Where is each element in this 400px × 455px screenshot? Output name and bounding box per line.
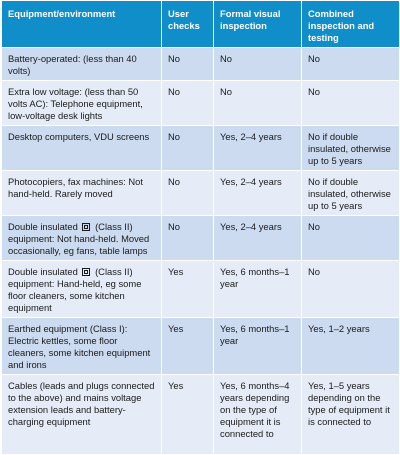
cell-equipment <box>2 216 162 261</box>
cell-combined: No <box>302 48 400 81</box>
equipment-suffix: (Class II) equipment: Hand-held, eg some floor cleaners, some kitchen equipment <box>8 266 142 313</box>
header-row <box>2 1 400 48</box>
cell-user-checks: Yes <box>162 318 214 375</box>
cell-equipment: Earthed equipment (Class I): Electric kettles, some floor cleaners, some kitchen equipment and irons <box>2 318 162 375</box>
cell-equipment: Photocopiers, fax machines: Not hand-held. Rarely moved <box>2 171 162 216</box>
cell-user-checks: No <box>162 48 214 81</box>
double-square-icon <box>82 268 90 276</box>
table-row <box>2 81 400 126</box>
cell-combined: No <box>302 216 400 261</box>
table-row <box>2 48 400 81</box>
equipment-prefix: Double insulated <box>8 266 78 277</box>
equipment-suffix: (Class II) equipment: Not hand-held. Moved occasionally, eg fans, table lamps <box>8 221 150 256</box>
cell-formal-visual: Yes, 6 months–1 year <box>214 318 302 375</box>
cell-formal-visual: No <box>214 81 302 126</box>
cell-user-checks: Yes <box>162 375 214 455</box>
cell-equipment <box>2 261 162 318</box>
cell-formal-visual: Yes, 2–4 years <box>214 126 302 171</box>
cell-user-checks: No <box>162 126 214 171</box>
cell-formal-visual: Yes, 2–4 years <box>214 171 302 216</box>
cell-user-checks: No <box>162 216 214 261</box>
cell-combined: Yes, 1–2 years <box>302 318 400 375</box>
table-row <box>2 375 400 455</box>
cell-equipment: Extra low voltage: (less than 50 volts AC): Telephone equipment, low-voltage desk lights <box>2 81 162 126</box>
cell-equipment: Battery-operated: (less than 40 volts) <box>2 48 162 81</box>
double-square-icon <box>82 223 90 231</box>
cell-formal-visual: Yes, 6 months–4 years depending on the type of equipment it is connected to <box>214 375 302 455</box>
cell-equipment: Desktop computers, VDU screens <box>2 126 162 171</box>
cell-combined: No if double insulated, otherwise up to 5 years <box>302 126 400 171</box>
header-combined: Combined inspection and testing <box>302 1 400 48</box>
inspection-table <box>1 0 400 455</box>
equipment-prefix: Double insulated <box>8 221 78 232</box>
cell-formal-visual: Yes, 6 months–1 year <box>214 261 302 318</box>
header-formal-visual: Formal visual inspection <box>214 1 302 48</box>
cell-formal-visual: No <box>214 48 302 81</box>
cell-formal-visual: Yes, 2–4 years <box>214 216 302 261</box>
cell-user-checks: No <box>162 81 214 126</box>
table-row <box>2 126 400 171</box>
header-equipment: Equipment/environment <box>2 1 162 48</box>
table-row <box>2 261 400 318</box>
cell-combined: No <box>302 81 400 126</box>
table-row <box>2 318 400 375</box>
cell-combined: No if double insulated, otherwise up to 5 years <box>302 171 400 216</box>
table-row <box>2 216 400 261</box>
cell-combined: No <box>302 261 400 318</box>
header-user-checks: User checks <box>162 1 214 48</box>
table-row <box>2 171 400 216</box>
cell-user-checks: Yes <box>162 261 214 318</box>
cell-combined: Yes, 1–5 years depending on the type of equipment it is connected to <box>302 375 400 455</box>
cell-equipment: Cables (leads and plugs connected to the above) and mains voltage extension leads and battery-charging equipment <box>2 375 162 455</box>
cell-user-checks: No <box>162 171 214 216</box>
